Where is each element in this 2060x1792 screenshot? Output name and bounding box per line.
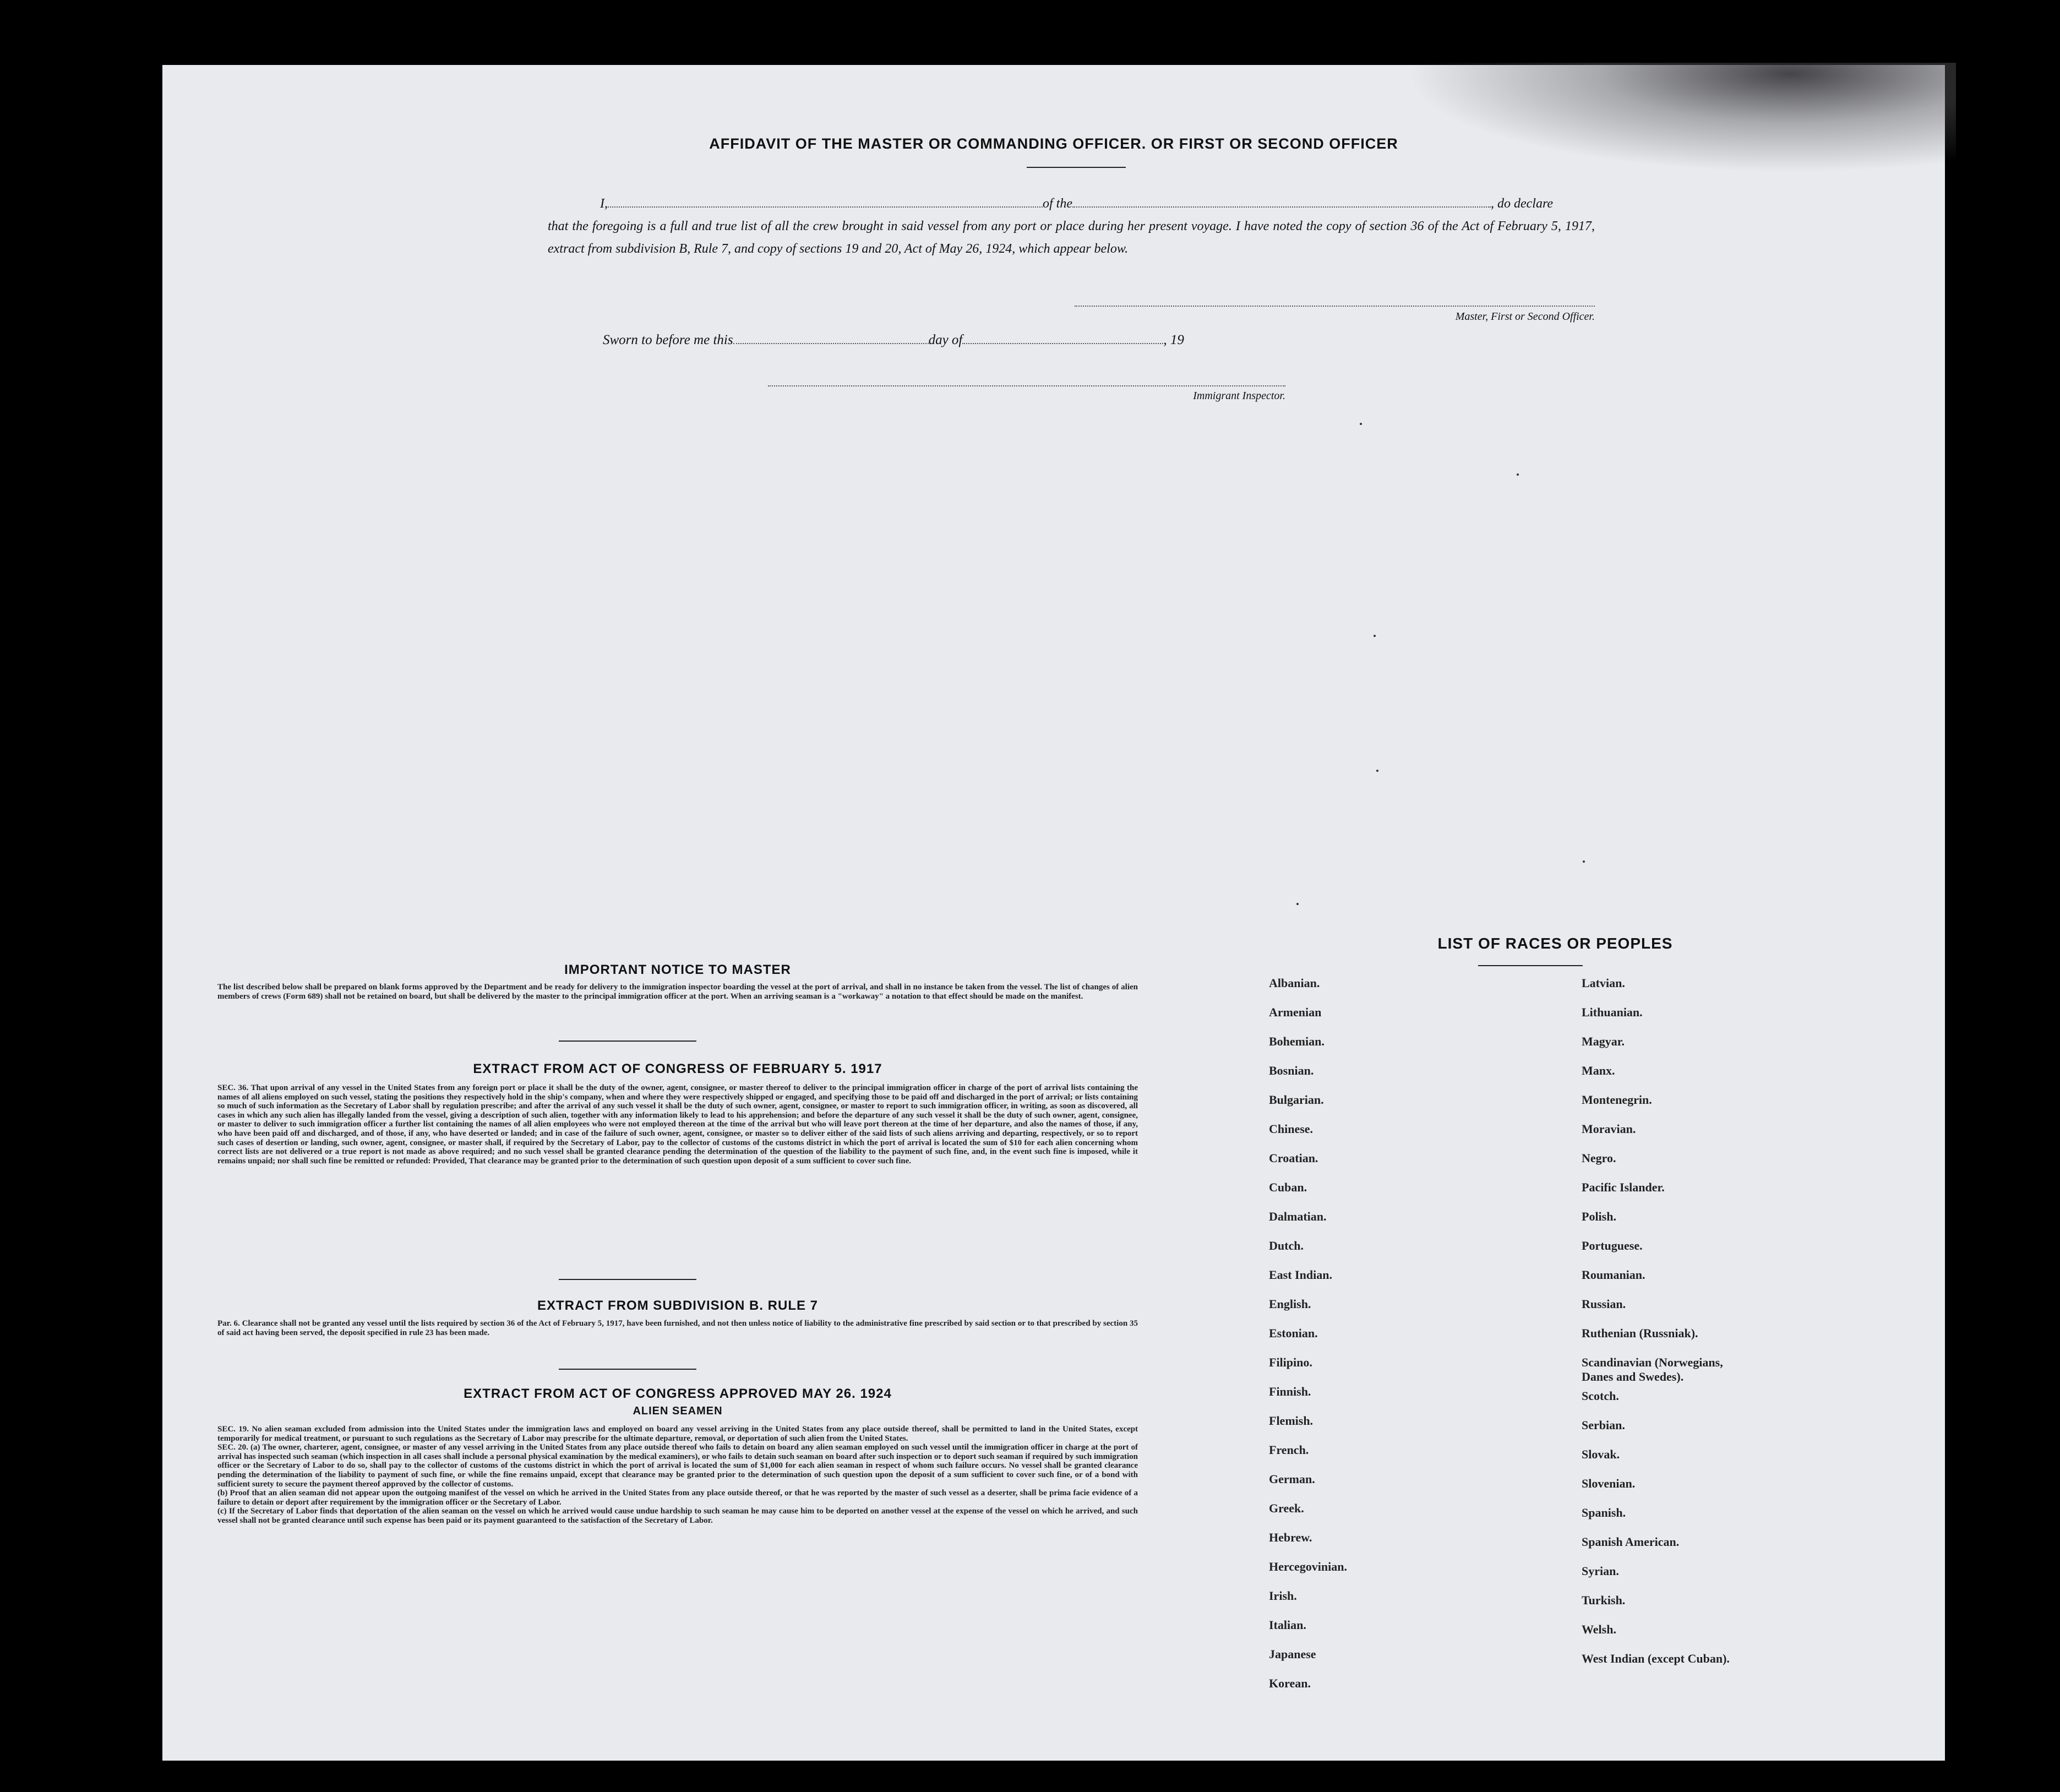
- race-item-left: Estonian.: [1269, 1326, 1318, 1340]
- binder-hole: [1965, 303, 1993, 330]
- race-item-right: Serbian.: [1582, 1418, 1625, 1432]
- section-19: SEC. 19. No alien seaman excluded from admission into the United States under the immigration laws and employed on board any vessel arriving in the United States from any place outside thereof, shall be permitted to land in the United States, except temporarily for medical treatment, or pursuant to such regulations as the Secretary of Labor may prescribe for the ultimate departure, removal, or deportation of such alien from the United States.: [217, 1425, 1138, 1443]
- form-sheet: [162, 65, 1945, 1761]
- race-item-left: English.: [1269, 1297, 1311, 1311]
- affidavit-body: [548, 193, 1595, 260]
- race-item-left: Armenian: [1269, 1005, 1322, 1019]
- notice-text: The list described below shall be prepared on blank forms approved by the Department and be ready for delivery to the immigration inspector boarding the vessel at the port of arrival, and shall in no instance be taken from the vessel. The list of changes of alien members of crews (Form 689) shall not be retained on board, but shall be delivered by the master to the principal immigration officer at the port. When an arriving seaman is a "workaway" a notation to that effect should be made on the manifest.: [217, 983, 1138, 1001]
- race-item-right: Polish.: [1582, 1210, 1616, 1223]
- race-item-left: French.: [1269, 1443, 1309, 1457]
- section-20c: (c) If the Secretary of Labor finds that deportation of the alien seaman on the vessel on which he arrived would cause undue hardship to such seaman he may cause him to be deported on another vessel at the expense of the vessel on which he arrived, and such vessel shall not be granted clearance until such expense has been paid or its payment guaranteed to the satisfaction of the Secretary of Labor.: [217, 1507, 1138, 1525]
- affidavit-title: AFFIDAVIT OF THE MASTER OR COMMANDING OFFICER. OR FIRST OR SECOND OFFICER: [709, 135, 1398, 152]
- affidavit-statement: that the foregoing is a full and true list of all the crew brought in said vessel from any port or place during her present voyage. I have noted the copy of section 36 of the Act of February 5, 1917, extract from subdivision B, Rule 7, and copy of sections 19 and 20, Act of May 26, 1924, which appear below.: [548, 219, 1595, 256]
- section-divider: [559, 1041, 696, 1042]
- section-divider: [559, 1369, 696, 1370]
- race-item-right: Slovak.: [1582, 1447, 1620, 1461]
- race-item-right: Magyar.: [1582, 1034, 1625, 1048]
- race-item-left: Chinese.: [1269, 1122, 1314, 1136]
- race-item-left: Albanian.: [1269, 976, 1320, 990]
- race-item-right: Lithuanian.: [1582, 1005, 1643, 1019]
- race-item-left: East Indian.: [1269, 1268, 1332, 1282]
- race-item-left: Korean.: [1269, 1676, 1311, 1690]
- race-item-left: Italian.: [1269, 1618, 1306, 1632]
- race-item-right: Ruthenian (Russniak).: [1582, 1326, 1698, 1340]
- vessel-name-blank[interactable]: [1072, 206, 1491, 208]
- race-item-right: Welsh.: [1582, 1622, 1616, 1636]
- sworn-prefix: Sworn to before me this: [603, 333, 733, 347]
- binder-hole: [1968, 1203, 1996, 1230]
- race-item-left: Dalmatian.: [1269, 1210, 1327, 1223]
- race-item-right: Portuguese.: [1582, 1239, 1643, 1252]
- do-declare-label: , do declare: [1491, 197, 1554, 211]
- sworn-month-blank[interactable]: [962, 343, 1163, 344]
- race-item-left: Dutch.: [1269, 1239, 1304, 1252]
- sworn-date-blank[interactable]: [733, 343, 929, 344]
- affidavit-first-line: [548, 193, 1595, 215]
- race-item-right: Moravian.: [1582, 1122, 1636, 1136]
- extract-1924-text: [217, 1425, 1138, 1526]
- master-signature-line[interactable]: [1075, 306, 1595, 307]
- damaged-corner: [1405, 63, 1956, 173]
- race-item-left: Cuban.: [1269, 1180, 1307, 1194]
- race-item-left: Flemish.: [1269, 1414, 1314, 1428]
- race-item-left: Bosnian.: [1269, 1064, 1314, 1077]
- title-underline: [1027, 167, 1126, 168]
- extract-1924-title: EXTRACT FROM ACT OF CONGRESS APPROVED MAY 26. 1924: [464, 1386, 892, 1401]
- race-item-left: Bulgarian.: [1269, 1093, 1324, 1107]
- race-item-right: West Indian (except Cuban).: [1582, 1652, 1730, 1665]
- inspector-signature-label: Immigrant Inspector.: [1193, 390, 1285, 402]
- race-item-right: Spanish American.: [1582, 1535, 1680, 1549]
- race-item-left: Greek.: [1269, 1501, 1304, 1515]
- binder-hole: [1965, 650, 1993, 677]
- of-the-label: of the: [1043, 197, 1072, 211]
- speck: [1374, 635, 1376, 637]
- extract-1917-title: EXTRACT FROM ACT OF CONGRESS OF FEBRUARY 5. 1917: [473, 1061, 882, 1076]
- speck: [1296, 903, 1299, 905]
- race-item-left: Japanese: [1269, 1647, 1316, 1661]
- race-item-right: Slovenian.: [1582, 1477, 1636, 1490]
- binder-hole: [1968, 1461, 1996, 1488]
- races-title: LIST OF RACES OR PEOPLES: [1437, 935, 1673, 952]
- sworn-day-of: day of: [928, 333, 963, 347]
- extract-rule7-title: EXTRACT FROM SUBDIVISION B. RULE 7: [537, 1298, 819, 1313]
- race-item-left: German.: [1269, 1472, 1315, 1486]
- race-item-left: Filipino.: [1269, 1355, 1312, 1369]
- race-item-right: Latvian.: [1582, 976, 1625, 990]
- race-item-left: Hercegovinian.: [1269, 1560, 1347, 1573]
- inspector-signature-line[interactable]: [768, 385, 1285, 386]
- speck: [1583, 860, 1585, 863]
- sworn-year: , 19: [1163, 333, 1184, 347]
- sworn-line: [603, 333, 1184, 348]
- extract-1917-text: SEC. 36. That upon arrival of any vessel in the United States from any foreign port or place it shall be the duty of the owner, agent, consignee, or master thereof to deliver to the principal immigration officer in charge of the port of arrival lists containing the names of all aliens employed on such vessel, stating the positions they respectively hold in the ship's company, when and where they were respectively shipped or engaged, and specifying those to be paid off and discharged in the port of arrival; or lists containing so much of such information as the Secretary of Labor shall by regulation prescribe; and after the arrival of any such vessel it shall be the duty of such owner, agent, consignee, or master to report to such immigration officer, in writing, as soon as discovered, all cases in which any such alien has illegally landed from the vessel, giving a description of such alien, together with any information likely to lead to his apprehension; and before the departure of any such vessel it shall be the duty of such owner, agent, consignee, or master to deliver to such immigration officer a further list containing the names of all alien employees who were not employed thereon at the time of the arrival but who will leave port thereon at the time of her departure, and also the names of those, if any, who have been paid off and discharged, and of those, if any, who have deserted or landed; and in case of the failure of such owner, agent, consignee, or master so to deliver either of the said lists of such aliens arriving and departing, respectively, or so to report such cases of desertion or landing, such owner, agent, consignee, or master shall, if required by the Secretary of Labor, pay to the collector of customs of the customs district in which the port of arrival is located the sum of $10 for each alien concerning whom correct lists are not delivered or a true report is not made as above required; and no such vessel shall be granted clearance pending the determination of the question of the liability to the payment of such fine, and, in the event such fine is imposed, while it remains unpaid; nor shall such fine be remitted or refunded: Provided, That clearance may be granted prior to the determination of such question upon deposit of a sum sufficient to cover such fine.: [217, 1083, 1138, 1165]
- section-20b: (b) Proof that an alien seaman did not appear upon the outgoing manifest of the vessel on which he arrived in the United States from any place outside thereof, or that he was reported by the master of such vessel as a deserter, shall be prima facie evidence of a failure to detain or deport after requirement by the immigration officer or the Secretary of Labor.: [217, 1489, 1138, 1507]
- binder-hole: [1968, 1547, 1996, 1575]
- race-item-left: Finnish.: [1269, 1385, 1311, 1398]
- race-item-right: Spanish.: [1582, 1506, 1626, 1519]
- race-item-left: Croatian.: [1269, 1151, 1318, 1165]
- race-item-right: Syrian.: [1582, 1564, 1619, 1578]
- declarant-prefix: I,: [600, 197, 608, 211]
- race-item-right: Montenegrin.: [1582, 1093, 1652, 1107]
- speck: [1360, 423, 1362, 425]
- speck: [1376, 770, 1378, 772]
- declarant-name-blank[interactable]: [608, 206, 1043, 208]
- section-divider: [559, 1279, 696, 1280]
- race-item-right: Russian.: [1582, 1297, 1626, 1311]
- alien-seamen-subtitle: ALIEN SEAMEN: [633, 1405, 723, 1417]
- race-item-right: Turkish.: [1582, 1593, 1626, 1607]
- race-item-right: Negro.: [1582, 1151, 1616, 1165]
- race-item-right: Scotch.: [1582, 1389, 1619, 1403]
- binder-hole: [1965, 563, 1993, 590]
- speck: [1517, 473, 1519, 476]
- race-item-left: Bohemian.: [1269, 1034, 1325, 1048]
- race-item-right: Pacific Islander.: [1582, 1180, 1665, 1194]
- binder-hole: [1968, 1118, 1996, 1145]
- race-item-right: Scandinavian (Norwegians, Danes and Swedes).: [1582, 1355, 1723, 1384]
- extract-rule7-text: Par. 6. Clearance shall not be granted any vessel until the lists required by section 36 of the Act of February 5, 1917, have been furnished, and not then unless notice of liability to the administrative fine prescribed by said section or to that prescribed by section 35 of said act having been served, the deposit specified in rule 23 has been made.: [217, 1319, 1138, 1337]
- section-20a: SEC. 20. (a) The owner, charterer, agent, consignee, or master of any vessel arriving in the United States from any place outside thereof who fails to detain on board any alien seaman employed on such vessel until the immigration officer in charge at the port of arrival has inspected such seaman (which inspection in all cases shall include a personal physical examination by the medical examiners), or who fails to detain such seaman on board after such inspection or to deport such seaman if required by such immigration officer or the Secretary of Labor to do so, shall pay to the collector of customs of the customs district in which the port of arrival is located the sum of $1,000 for each alien seaman in respect of whom such failure occurs. No vessel shall be granted clearance pending the determination of the liability to payment of such fine, or while the fine remains unpaid, except that clearance may be granted prior to the determination of such question upon the deposit of a sum sufficient to cover such fine, or of a bond with sufficient surety to secure the payment thereof approved by the collector of customs.: [217, 1443, 1138, 1489]
- master-signature-label: Master, First or Second Officer.: [1455, 311, 1595, 323]
- race-item-left: Irish.: [1269, 1589, 1297, 1603]
- race-item-right: Manx.: [1582, 1064, 1615, 1077]
- races-title-underline: [1478, 965, 1583, 966]
- race-item-left: Hebrew.: [1269, 1530, 1312, 1544]
- race-item-right: Roumanian.: [1582, 1268, 1645, 1282]
- notice-title: IMPORTANT NOTICE TO MASTER: [564, 962, 791, 977]
